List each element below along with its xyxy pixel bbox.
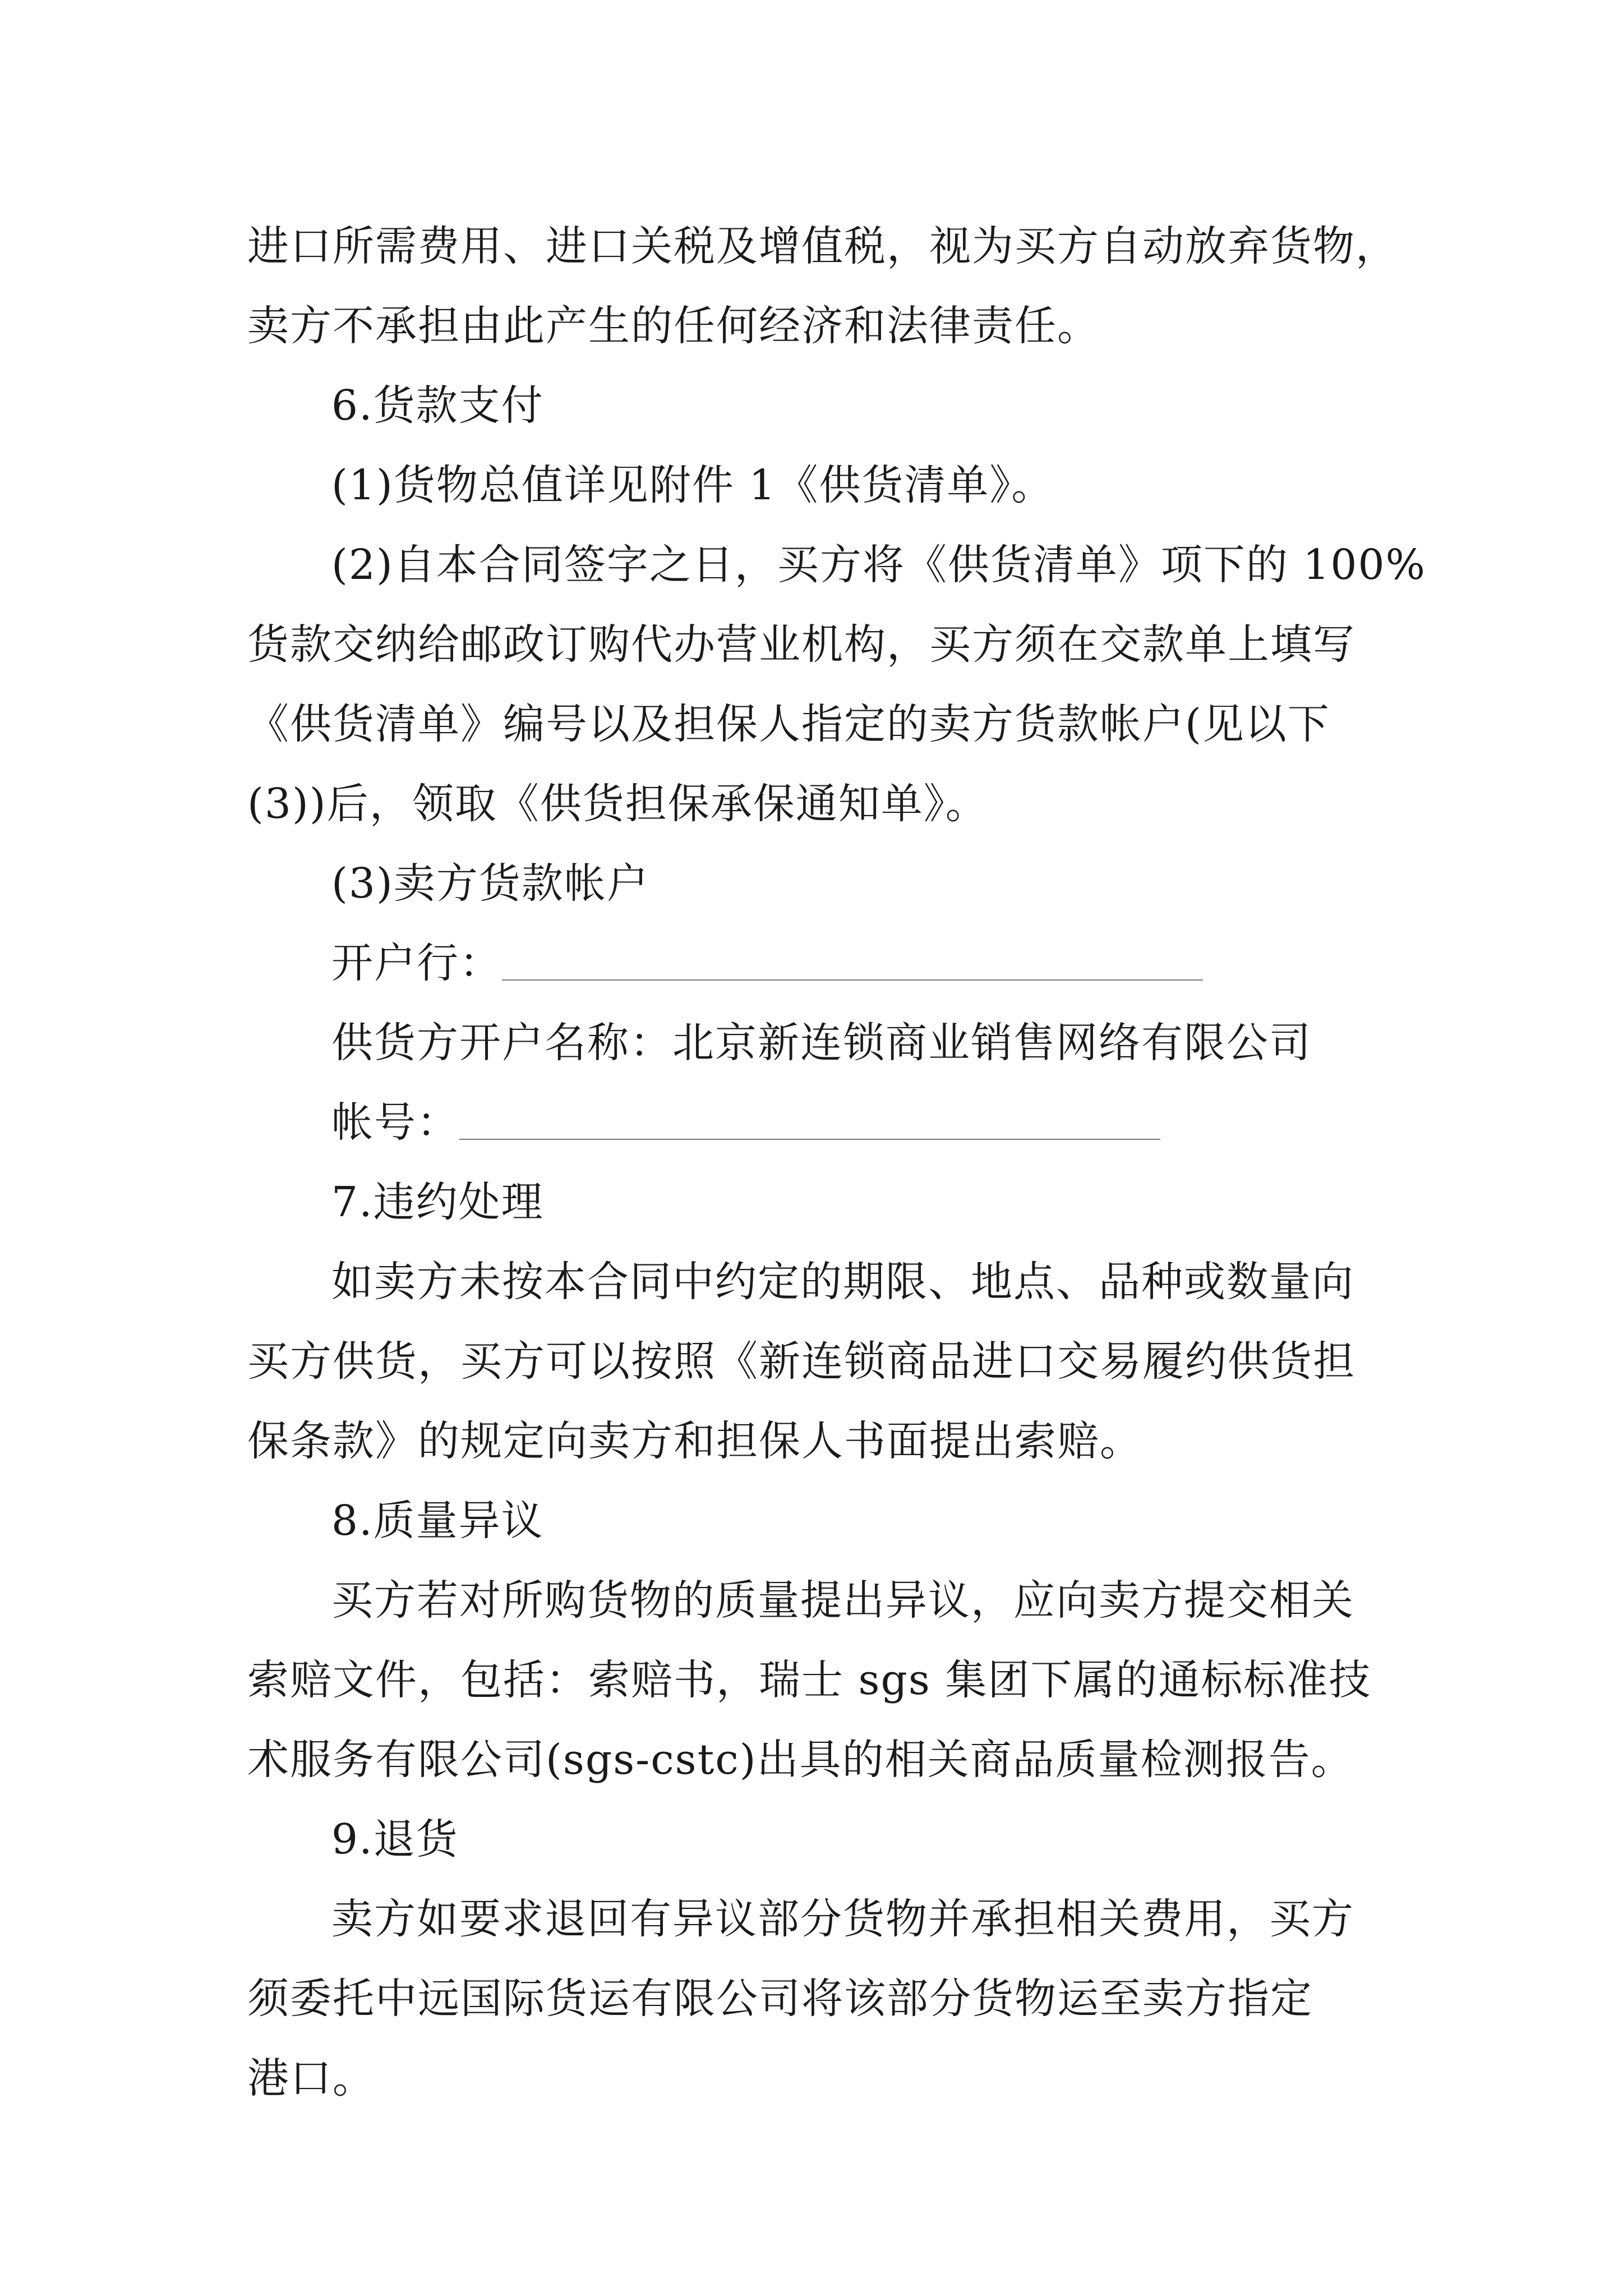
account-name-line: 供货方开户名称：北京新连锁商业销售网络有限公司	[331, 1019, 1312, 1067]
paragraph-line: 术服务有限公司(sgs-cstc)出具的相关商品质量检测报告。	[247, 1736, 1354, 1784]
section-heading-return: 9.退货	[331, 1815, 459, 1864]
paragraph-line: 《供货清单》编号以及担保人指定的卖方货款帐户(见以下	[247, 700, 1330, 748]
section-heading-payment: 6.货款支付	[331, 381, 544, 430]
paragraph-line: 索赔文件，包括：索赔书，瑞士 sgs 集团下属的通标标准技	[247, 1656, 1372, 1704]
paragraph-line: 如卖方未按本合同中约定的期限、地点、品种或数量向	[331, 1258, 1354, 1306]
account-number-label: 帐号：	[331, 1098, 459, 1147]
section-heading-quality: 8.质量异议	[331, 1497, 544, 1545]
paragraph-line: 港口。	[247, 2054, 375, 2102]
paragraph-line: (3)卖方货款帐户	[331, 859, 649, 908]
document-body	[247, 206, 1426, 2118]
bank-blank-line	[502, 923, 1203, 981]
paragraph-line: 买方若对所购货物的质量提出异议，应向卖方提交相关	[331, 1576, 1354, 1625]
paragraph-line: (1)货物总值详见附件 1《供货清单》。	[331, 461, 1054, 509]
account-number-row	[247, 1083, 1386, 1162]
section-heading-breach: 7.违约处理	[331, 1178, 544, 1226]
paragraph-line: 须委托中远国际货运有限公司将该部分货物运至卖方指定	[247, 1975, 1313, 2023]
paragraph-line: (2)自本合同签字之日，买方将《供货清单》项下的 100%	[331, 541, 1426, 589]
paragraph-line: 卖方不承担由此产生的任何经济和法律责任。	[247, 302, 1100, 350]
paragraph-line: 进口所需费用、进口关税及增值税，视为买方自动放弃货物，	[247, 222, 1398, 270]
bank-field-row	[247, 923, 1386, 1003]
account-number-blank-line	[459, 1083, 1160, 1140]
bank-field-label: 开户行：	[331, 939, 502, 987]
paragraph-line: 保条款》的规定向卖方和担保人书面提出索赔。	[247, 1417, 1142, 1465]
paragraph-line: (3))后，领取《供货担保承保通知单》。	[247, 780, 988, 828]
paragraph-line: 货款交纳给邮政订购代办营业机构，买方须在交款单上填写	[247, 620, 1355, 669]
paragraph-line: 买方供货，买方可以按照《新连锁商品进口交易履约供货担	[247, 1337, 1355, 1386]
paragraph-line: 卖方如要求退回有异议部分货物并承担相关费用，买方	[331, 1895, 1354, 1943]
